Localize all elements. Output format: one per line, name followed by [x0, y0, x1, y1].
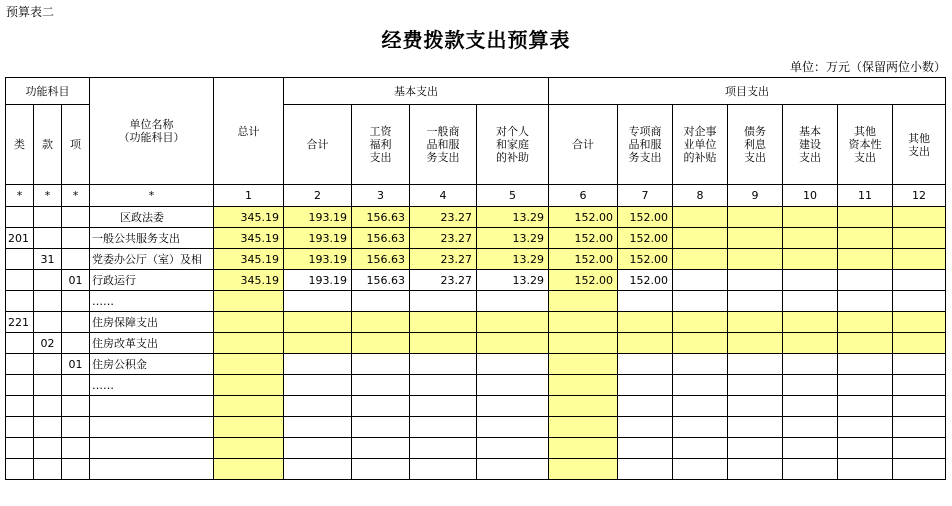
value-cell-col-4[interactable]: 23.27: [410, 270, 477, 291]
value-cell-col-10[interactable]: [783, 207, 838, 228]
value-cell-col-2[interactable]: 193.19: [284, 270, 352, 291]
value-cell-col-12[interactable]: [893, 249, 946, 270]
code-xiang-cell[interactable]: [62, 438, 90, 459]
value-cell-col-11[interactable]: [838, 333, 893, 354]
unit-name-cell[interactable]: ……: [90, 375, 214, 396]
value-cell-col-7[interactable]: [618, 354, 673, 375]
header-unit-name: [90, 78, 214, 185]
value-cell-col-11[interactable]: [838, 396, 893, 417]
value-cell-col-3[interactable]: [352, 333, 410, 354]
value-cell-col-9[interactable]: [728, 333, 783, 354]
value-cell-col-4[interactable]: [410, 354, 477, 375]
code-xiang-cell[interactable]: [62, 417, 90, 438]
table-row: [6, 354, 946, 375]
value-cell-col-7[interactable]: 152.00: [618, 228, 673, 249]
header-func-subject: 功能科目: [6, 78, 90, 105]
value-cell-col-8[interactable]: [673, 312, 728, 333]
value-cell-col-11[interactable]: [838, 438, 893, 459]
value-cell-col-7[interactable]: 152.00: [618, 270, 673, 291]
value-cell-col-5[interactable]: [477, 459, 549, 480]
value-cell-col-7[interactable]: [618, 459, 673, 480]
value-cell-col-4[interactable]: [410, 396, 477, 417]
code-kuan-cell[interactable]: [34, 375, 62, 396]
table-row: [6, 459, 946, 480]
header-col-number: 9: [728, 185, 783, 207]
value-cell-col-1[interactable]: [214, 354, 284, 375]
value-cell-col-3[interactable]: 156.63: [352, 228, 410, 249]
unit-name-cell[interactable]: [90, 396, 214, 417]
code-xiang-cell[interactable]: [62, 459, 90, 480]
value-cell-col-5[interactable]: 13.29: [477, 249, 549, 270]
value-cell-col-7[interactable]: [618, 375, 673, 396]
value-cell-col-9[interactable]: [728, 354, 783, 375]
value-cell-col-4[interactable]: [410, 312, 477, 333]
header-project-col-5: [783, 105, 838, 185]
code-lei-cell[interactable]: [6, 291, 34, 312]
value-cell-col-4[interactable]: [410, 459, 477, 480]
unit-note: 单位：万元（保留两位小数）: [789, 60, 946, 74]
code-lei-cell[interactable]: [6, 438, 34, 459]
value-cell-col-1[interactable]: [214, 417, 284, 438]
header-xiang: 项: [62, 105, 90, 185]
header-col-number: 4: [410, 185, 477, 207]
value-cell-col-2[interactable]: 193.19: [284, 207, 352, 228]
value-cell-col-7[interactable]: 152.00: [618, 249, 673, 270]
value-cell-col-9[interactable]: [728, 312, 783, 333]
value-cell-col-4[interactable]: [410, 417, 477, 438]
header-project-col-4: [728, 105, 783, 185]
value-cell-col-12[interactable]: [893, 291, 946, 312]
header-basic-col-2: [352, 105, 410, 185]
value-cell-col-8[interactable]: [673, 459, 728, 480]
table-row: [6, 333, 946, 354]
code-kuan-cell[interactable]: [34, 312, 62, 333]
value-cell-col-6[interactable]: [549, 354, 618, 375]
unit-name-cell[interactable]: 住房公积金: [90, 354, 214, 375]
value-cell-col-11[interactable]: [838, 291, 893, 312]
table-row: [6, 417, 946, 438]
value-cell-col-11[interactable]: [838, 375, 893, 396]
code-lei-cell[interactable]: [6, 354, 34, 375]
value-cell-col-8[interactable]: [673, 291, 728, 312]
value-cell-col-9[interactable]: [728, 459, 783, 480]
header-col-number: 10: [783, 185, 838, 207]
value-cell-col-10[interactable]: [783, 354, 838, 375]
value-cell-col-11[interactable]: [838, 228, 893, 249]
header-mark: *: [6, 185, 34, 207]
unit-name-cell[interactable]: [90, 417, 214, 438]
value-cell-col-10[interactable]: [783, 228, 838, 249]
value-cell-col-7[interactable]: [618, 438, 673, 459]
value-cell-col-12[interactable]: [893, 333, 946, 354]
code-kuan-cell[interactable]: 31: [34, 249, 62, 270]
value-cell-col-11[interactable]: [838, 249, 893, 270]
value-cell-col-1[interactable]: [214, 396, 284, 417]
header-total: 总计: [214, 78, 284, 185]
value-cell-col-2[interactable]: [284, 354, 352, 375]
value-cell-col-10[interactable]: [783, 417, 838, 438]
value-cell-col-9[interactable]: [728, 417, 783, 438]
header-col-number: 3: [352, 185, 410, 207]
value-cell-col-3[interactable]: [352, 291, 410, 312]
value-cell-col-5[interactable]: [477, 291, 549, 312]
value-cell-col-2[interactable]: [284, 459, 352, 480]
value-cell-col-11[interactable]: [838, 312, 893, 333]
value-cell-col-9[interactable]: [728, 291, 783, 312]
value-cell-col-3[interactable]: 156.63: [352, 249, 410, 270]
code-xiang-cell[interactable]: [62, 312, 90, 333]
value-cell-col-8[interactable]: [673, 207, 728, 228]
code-xiang-cell[interactable]: [62, 333, 90, 354]
value-cell-col-9[interactable]: [728, 375, 783, 396]
value-cell-col-3[interactable]: 156.63: [352, 207, 410, 228]
code-kuan-cell[interactable]: 02: [34, 333, 62, 354]
table-row: [6, 291, 946, 312]
value-cell-col-12[interactable]: [893, 375, 946, 396]
value-cell-col-7[interactable]: [618, 333, 673, 354]
value-cell-col-3[interactable]: 156.63: [352, 270, 410, 291]
value-cell-col-4[interactable]: [410, 438, 477, 459]
value-cell-col-8[interactable]: [673, 396, 728, 417]
value-cell-col-6[interactable]: [549, 417, 618, 438]
value-cell-col-7[interactable]: [618, 312, 673, 333]
value-cell-col-10[interactable]: [783, 312, 838, 333]
code-lei-cell[interactable]: [6, 249, 34, 270]
code-kuan-cell[interactable]: [34, 228, 62, 249]
value-cell-col-3[interactable]: [352, 438, 410, 459]
value-cell-col-4[interactable]: [410, 333, 477, 354]
header-basic-col-4-text: 对个人 和家庭 的补助: [496, 125, 529, 164]
value-cell-col-6[interactable]: 152.00: [549, 249, 618, 270]
value-cell-col-6[interactable]: 152.00: [549, 270, 618, 291]
unit-name-cell[interactable]: [90, 438, 214, 459]
value-cell-col-11[interactable]: [838, 270, 893, 291]
header-project-col-6-text: 其他 资本性 支出: [848, 125, 882, 164]
value-cell-col-12[interactable]: [893, 396, 946, 417]
unit-name-cell[interactable]: 住房保障支出: [90, 312, 214, 333]
table-row: [6, 207, 946, 228]
value-cell-col-11[interactable]: [838, 459, 893, 480]
value-cell-col-8[interactable]: [673, 333, 728, 354]
code-xiang-cell[interactable]: [62, 228, 90, 249]
header-col-number: 1: [214, 185, 284, 207]
value-cell-col-7[interactable]: [618, 291, 673, 312]
code-lei-cell[interactable]: 221: [6, 312, 34, 333]
header-basic-col-2-text: 工资 福利 支出: [369, 125, 392, 164]
value-cell-col-1[interactable]: 345.19: [214, 207, 284, 228]
code-lei-cell[interactable]: [6, 207, 34, 228]
code-lei-cell[interactable]: [6, 417, 34, 438]
value-cell-col-2[interactable]: [284, 417, 352, 438]
value-cell-col-2[interactable]: 193.19: [284, 249, 352, 270]
table-row: [6, 270, 946, 291]
header-col-number: 8: [673, 185, 728, 207]
budget-table: [5, 77, 946, 480]
value-cell-col-5[interactable]: 13.29: [477, 270, 549, 291]
code-kuan-cell[interactable]: [34, 417, 62, 438]
value-cell-col-3[interactable]: [352, 354, 410, 375]
table-row: [6, 249, 946, 270]
table-row: [6, 438, 946, 459]
value-cell-col-12[interactable]: [893, 312, 946, 333]
header-mark: *: [34, 185, 62, 207]
table-row: [6, 375, 946, 396]
value-cell-col-5[interactable]: [477, 333, 549, 354]
value-cell-col-11[interactable]: [838, 417, 893, 438]
value-cell-col-4[interactable]: [410, 375, 477, 396]
header-project: 项目支出: [549, 78, 946, 105]
header-mark: *: [90, 185, 214, 207]
value-cell-col-12[interactable]: [893, 207, 946, 228]
header-col-number: 12: [893, 185, 946, 207]
page-title: 经费拨款支出预算表: [381, 28, 571, 52]
code-xiang-cell[interactable]: [62, 375, 90, 396]
code-xiang-cell[interactable]: [62, 396, 90, 417]
code-kuan-cell[interactable]: [34, 207, 62, 228]
value-cell-col-3[interactable]: [352, 375, 410, 396]
value-cell-col-5[interactable]: [477, 438, 549, 459]
value-cell-col-12[interactable]: [893, 417, 946, 438]
header-project-col-4-text: 债务 利息 支出: [744, 125, 766, 164]
value-cell-col-12[interactable]: [893, 354, 946, 375]
code-kuan-cell[interactable]: [34, 438, 62, 459]
unit-name-cell[interactable]: [90, 459, 214, 480]
sheet-label: 预算表二: [6, 5, 55, 19]
value-cell-col-10[interactable]: [783, 396, 838, 417]
code-lei-cell[interactable]: [6, 333, 34, 354]
value-cell-col-5[interactable]: 13.29: [477, 228, 549, 249]
value-cell-col-1[interactable]: [214, 459, 284, 480]
value-cell-col-2[interactable]: [284, 375, 352, 396]
value-cell-col-2[interactable]: [284, 312, 352, 333]
value-cell-col-7[interactable]: [618, 417, 673, 438]
code-lei-cell[interactable]: 201: [6, 228, 34, 249]
unit-name-cell[interactable]: 党委办公厅（室）及相: [90, 249, 214, 270]
value-cell-col-4[interactable]: 23.27: [410, 249, 477, 270]
unit-name-cell[interactable]: 区政法委: [90, 207, 214, 228]
value-cell-col-12[interactable]: [893, 438, 946, 459]
code-kuan-cell[interactable]: [34, 291, 62, 312]
header-col-number: 7: [618, 185, 673, 207]
value-cell-col-12[interactable]: [893, 228, 946, 249]
value-cell-col-12[interactable]: [893, 270, 946, 291]
value-cell-col-6[interactable]: 152.00: [549, 207, 618, 228]
header-kuan: 款: [34, 105, 62, 185]
code-kuan-cell[interactable]: [34, 396, 62, 417]
value-cell-col-6[interactable]: [549, 375, 618, 396]
code-xiang-cell[interactable]: [62, 249, 90, 270]
value-cell-col-6[interactable]: [549, 459, 618, 480]
code-lei-cell[interactable]: [6, 459, 34, 480]
value-cell-col-8[interactable]: [673, 375, 728, 396]
value-cell-col-1[interactable]: [214, 291, 284, 312]
header-col-number: 6: [549, 185, 618, 207]
header-project-col-1: [549, 105, 618, 185]
unit-name-cell[interactable]: 行政运行: [90, 270, 214, 291]
header-col-number: 2: [284, 185, 352, 207]
value-cell-col-4[interactable]: 23.27: [410, 207, 477, 228]
value-cell-col-8[interactable]: [673, 249, 728, 270]
value-cell-col-6[interactable]: [549, 333, 618, 354]
value-cell-col-11[interactable]: [838, 207, 893, 228]
header-basic-col-4: [477, 105, 549, 185]
value-cell-col-8[interactable]: [673, 438, 728, 459]
code-xiang-cell[interactable]: 01: [62, 354, 90, 375]
value-cell-col-1[interactable]: [214, 438, 284, 459]
value-cell-col-2[interactable]: 193.19: [284, 228, 352, 249]
header-project-col-7-text: 其他 支出: [908, 131, 931, 158]
header-unit-name-text: 单位名称 （功能科目）: [118, 118, 185, 144]
code-lei-cell[interactable]: [6, 375, 34, 396]
value-cell-col-6[interactable]: 152.00: [549, 228, 618, 249]
code-xiang-cell[interactable]: [62, 207, 90, 228]
value-cell-col-6[interactable]: [549, 438, 618, 459]
value-cell-col-1[interactable]: [214, 312, 284, 333]
value-cell-col-5[interactable]: [477, 375, 549, 396]
table-row: [6, 312, 946, 333]
value-cell-col-4[interactable]: 23.27: [410, 228, 477, 249]
code-xiang-cell[interactable]: 01: [62, 270, 90, 291]
value-cell-col-5[interactable]: [477, 417, 549, 438]
value-cell-col-3[interactable]: [352, 312, 410, 333]
value-cell-col-3[interactable]: [352, 417, 410, 438]
code-lei-cell[interactable]: [6, 270, 34, 291]
value-cell-col-6[interactable]: [549, 396, 618, 417]
unit-name-cell[interactable]: ……: [90, 291, 214, 312]
value-cell-col-6[interactable]: [549, 291, 618, 312]
header-project-col-1-text: 合计: [572, 138, 594, 151]
table-row: [6, 228, 946, 249]
value-cell-col-9[interactable]: [728, 270, 783, 291]
value-cell-col-10[interactable]: [783, 459, 838, 480]
value-cell-col-5[interactable]: 13.29: [477, 207, 549, 228]
value-cell-col-10[interactable]: [783, 333, 838, 354]
header-project-col-3-text: 对企事 业单位 的补贴: [683, 125, 717, 164]
header-project-col-3: [673, 105, 728, 185]
header-basic-col-1-text: 合计: [306, 138, 329, 151]
value-cell-col-2[interactable]: [284, 291, 352, 312]
value-cell-col-9[interactable]: [728, 396, 783, 417]
header-basic-col-3-text: 一般商 品和服 务支出: [426, 125, 460, 164]
header-project-col-6: [838, 105, 893, 185]
value-cell-col-9[interactable]: [728, 228, 783, 249]
header-project-col-5-text: 基本 建设 支出: [799, 125, 821, 164]
value-cell-col-8[interactable]: [673, 354, 728, 375]
header-project-col-2-text: 专项商 品和服 务支出: [628, 125, 662, 164]
header-project-col-2: [618, 105, 673, 185]
value-cell-col-1[interactable]: 345.19: [214, 270, 284, 291]
table-row: [6, 396, 946, 417]
value-cell-col-10[interactable]: [783, 270, 838, 291]
value-cell-col-12[interactable]: [893, 459, 946, 480]
code-kuan-cell[interactable]: [34, 459, 62, 480]
header-basic-col-3: [410, 105, 477, 185]
code-lei-cell[interactable]: [6, 396, 34, 417]
header-basic-col-1: [284, 105, 352, 185]
header-mark: *: [62, 185, 90, 207]
code-xiang-cell[interactable]: [62, 291, 90, 312]
value-cell-col-10[interactable]: [783, 375, 838, 396]
value-cell-col-7[interactable]: [618, 396, 673, 417]
value-cell-col-2[interactable]: [284, 396, 352, 417]
value-cell-col-4[interactable]: [410, 291, 477, 312]
code-kuan-cell[interactable]: [34, 270, 62, 291]
value-cell-col-1[interactable]: 345.19: [214, 228, 284, 249]
header-col-number: 5: [477, 185, 549, 207]
unit-name-cell[interactable]: 一般公共服务支出: [90, 228, 214, 249]
value-cell-col-1[interactable]: [214, 333, 284, 354]
header-project-col-7: [893, 105, 946, 185]
value-cell-col-5[interactable]: [477, 396, 549, 417]
value-cell-col-8[interactable]: [673, 228, 728, 249]
value-cell-col-6[interactable]: [549, 312, 618, 333]
value-cell-col-5[interactable]: [477, 354, 549, 375]
header-cat: 类: [6, 105, 34, 185]
value-cell-col-11[interactable]: [838, 354, 893, 375]
value-cell-col-9[interactable]: [728, 207, 783, 228]
value-cell-col-8[interactable]: [673, 270, 728, 291]
value-cell-col-3[interactable]: [352, 459, 410, 480]
value-cell-col-3[interactable]: [352, 396, 410, 417]
value-cell-col-10[interactable]: [783, 291, 838, 312]
value-cell-col-10[interactable]: [783, 438, 838, 459]
value-cell-col-9[interactable]: [728, 249, 783, 270]
value-cell-col-10[interactable]: [783, 249, 838, 270]
value-cell-col-1[interactable]: [214, 375, 284, 396]
value-cell-col-2[interactable]: [284, 333, 352, 354]
value-cell-col-8[interactable]: [673, 417, 728, 438]
value-cell-col-2[interactable]: [284, 438, 352, 459]
value-cell-col-5[interactable]: [477, 312, 549, 333]
header-col-number: 11: [838, 185, 893, 207]
unit-name-cell[interactable]: 住房改革支出: [90, 333, 214, 354]
code-kuan-cell[interactable]: [34, 354, 62, 375]
value-cell-col-1[interactable]: 345.19: [214, 249, 284, 270]
value-cell-col-9[interactable]: [728, 438, 783, 459]
value-cell-col-7[interactable]: 152.00: [618, 207, 673, 228]
header-basic: 基本支出: [284, 78, 549, 105]
